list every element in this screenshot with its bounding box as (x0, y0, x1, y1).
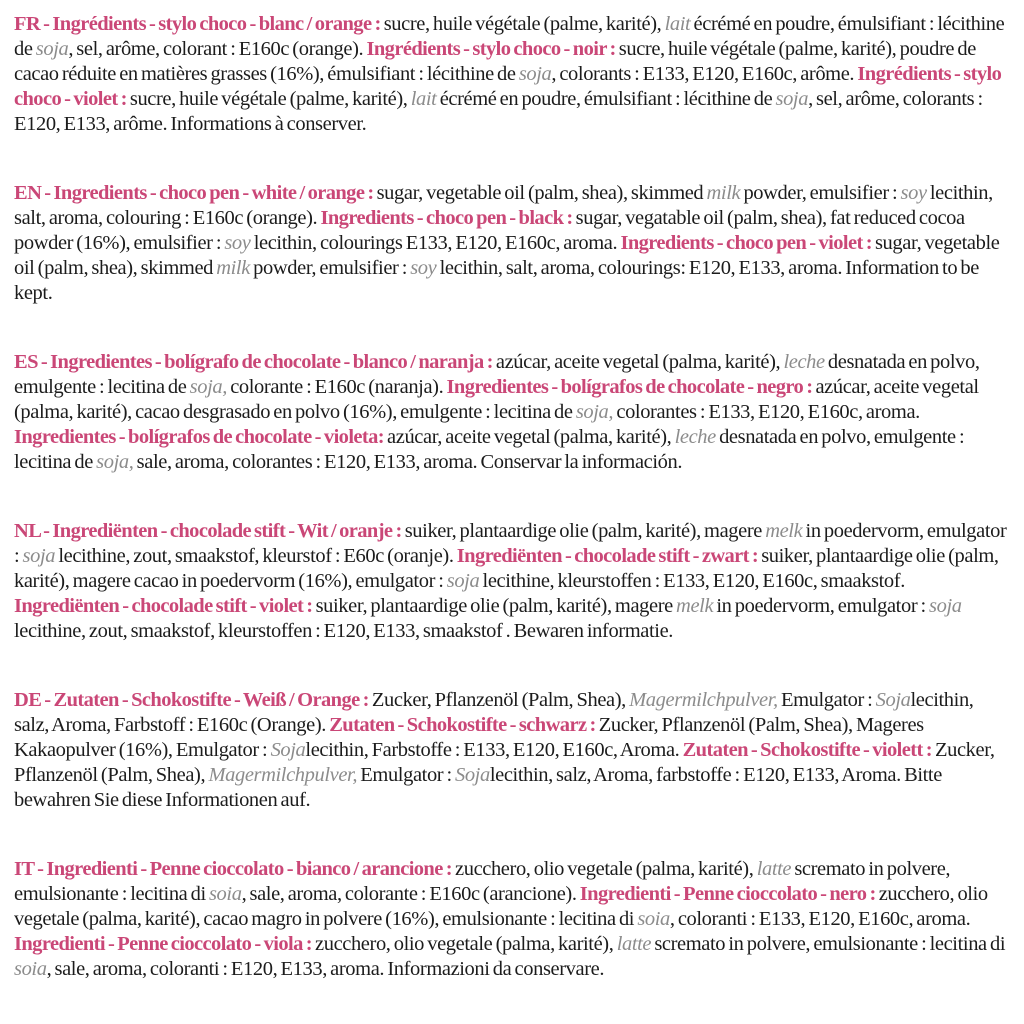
body-text: lecithin, Farbstoffe : E133, E120, E160c, Aroma. (305, 739, 683, 761)
ingredients-section-de (14, 688, 1008, 813)
allergen-emphasis: Magermilchpulver, (208, 764, 358, 786)
allergen-emphasis: lait (410, 88, 437, 110)
body-text: écrémé en poudre, émulsifiant : lécithine de (14, 13, 1005, 60)
body-text: sucre, huile végétale (palme, karité), poudre de cacao réduite en matières grasses (16%), émulsifiant : lécithine de (14, 38, 976, 85)
ingredients-section-it (14, 857, 1008, 982)
body-text: lecithin, salz, Aroma, farbstoffe : E120, E133, Aroma. Bitte bewahren Sie diese Informationen auf. (14, 764, 942, 811)
body-text: , colorants : E133, E120, E160c, arôme. (551, 63, 858, 85)
allergen-emphasis: soja (446, 570, 480, 592)
body-text: colorante : E160c (naranja). (226, 376, 447, 398)
section-heading: Ingredientes - bolígrafos de chocolate - violeta: (14, 426, 388, 448)
body-text: scremato in polvere, emulsionante : lecitina di (14, 858, 951, 905)
allergen-emphasis: soja (35, 38, 69, 60)
section-heading: Ingrédients - stylo choco - violet : (14, 63, 1002, 110)
body-text: azúcar, aceite vegetal (palma, karité), (387, 426, 675, 448)
body-text: , sale, aroma, colorante : E160c (arancione). (241, 883, 580, 905)
ingredients-section-nl (14, 519, 1008, 644)
section-heading: Ingredienti - Penne cioccolato - nero : (579, 883, 879, 905)
allergen-emphasis: milk (706, 182, 741, 204)
section-heading: Zutaten - Schokostifte - violett : (682, 739, 935, 761)
allergen-emphasis: Soja (270, 739, 306, 761)
body-text: Zucker, Pflanzenöl (Palm, Shea), (14, 739, 995, 786)
section-heading: Ingrediënten - chocolade stift - violet : (14, 595, 316, 617)
body-text: Zucker, Pflanzenöl (Palm, Shea), Mageres Kakaopulver (16%), Emulgator : (14, 714, 924, 761)
section-heading: Ingredients - choco pen - violet : (620, 232, 875, 254)
section-heading: DE - Zutaten - Schokostifte - Weiß / Orange : (14, 689, 372, 711)
section-heading: Ingredienti - Penne cioccolato - viola : (14, 933, 316, 955)
allergen-emphasis: leche (674, 426, 716, 448)
allergen-emphasis: soja (775, 88, 809, 110)
allergen-emphasis: soja, (96, 451, 134, 473)
body-text: in poedervorm, emulgator : (14, 520, 1007, 567)
section-heading: Zutaten - Schokostifte - schwarz : (329, 714, 599, 736)
body-text: Emulgator : (357, 764, 455, 786)
section-heading: Ingrédients - stylo choco - noir : (366, 38, 619, 60)
body-text: lecithine, kleurstoffen : E133, E120, E160c, smaakstof. (479, 570, 905, 592)
body-text: sucre, huile végétale (palme, karité), (129, 88, 411, 110)
body-text: scremato in polvere, emulsionante : lecitina di (651, 933, 1006, 955)
body-text: zucchero, olio vegetale (palma, karité), (315, 933, 617, 955)
allergen-emphasis: melk (765, 520, 803, 542)
body-text: lecithin, salt, aroma, colouring : E160c (orange). (14, 182, 993, 229)
body-text: zucchero, olio vegetale (palma, karité), cacao magro in polvere (16%), emulsionante : lecitina di (14, 883, 988, 930)
body-text: , sel, arôme, colorant : E160c (orange). (68, 38, 367, 60)
allergen-emphasis: soja (929, 595, 962, 617)
body-text: colorantes : E133, E120, E160c, aroma. (613, 401, 920, 423)
section-heading: ES - Ingredientes - bolígrafo de chocolate - blanco / naranja : (14, 351, 496, 373)
body-text: zucchero, olio vegetale (palma, karité), (455, 858, 757, 880)
allergen-emphasis: soia (637, 908, 670, 930)
body-text: , coloranti : E133, E120, E160c, aroma. (669, 908, 971, 930)
body-text: lecithine, zout, smaakstof, kleurstoffen : E120, E133, smaakstof . Bewaren informatie. (14, 620, 673, 642)
body-text: in poedervorm, emulgator : (713, 595, 930, 617)
body-text: suiker, plantaardige olie (palm, karité), magere cacao in poedervorm (16%), emulgator : (14, 545, 999, 592)
body-text: desnatada en polvo, emulgente : lecitina de (14, 351, 980, 398)
body-text: , sel, arôme, colorants : E120, E133, arôme. Informations à conserver. (14, 88, 983, 135)
body-text: lecithin, salz, Aroma, Farbstoff : E160c (Orange). (14, 689, 974, 736)
allergen-emphasis: soja, (189, 376, 227, 398)
allergen-emphasis: milk (216, 257, 250, 279)
allergen-emphasis: Magermilchpulver, (629, 689, 778, 711)
body-text: suiker, plantaardige olie (palm, karité), magere (404, 520, 766, 542)
body-text: sugar, vegetable oil (palm, shea), skimmed (14, 232, 1000, 279)
allergen-emphasis: soja, (575, 401, 614, 423)
body-text: Emulgator : (777, 689, 876, 711)
body-text: powder, emulsifier : (249, 257, 411, 279)
body-text: sugar, vegatable oil (palm, shea), fat reduced cocoa powder (16%), emulsifier : (14, 207, 965, 254)
section-heading: NL - Ingrediënten - chocolade stift - Wit / oranje : (14, 520, 405, 542)
allergen-emphasis: Soja (454, 764, 490, 786)
allergen-emphasis: soy (410, 257, 437, 279)
section-heading: Ingrediënten - chocolade stift - zwart : (456, 545, 762, 567)
allergen-emphasis: soia (208, 883, 242, 905)
body-text: suiker, plantaardige olie (palm, karité), magere (315, 595, 677, 617)
ingredients-section-en (14, 181, 1008, 306)
allergen-emphasis: latte (616, 933, 652, 955)
body-text: azúcar, aceite vegetal (palma, karité), cacao desgrasado en polvo (16%), emulgente : lecitina de (14, 376, 979, 423)
body-text: sugar, vegetable oil (palm, shea), skimmed (376, 182, 707, 204)
allergen-emphasis: lait (664, 13, 691, 35)
allergen-emphasis: soja (22, 545, 56, 567)
allergen-emphasis: Soja (875, 689, 911, 711)
body-text: , sale, aroma, coloranti : E120, E133, aroma. Informazioni da conservare. (46, 958, 605, 980)
body-text: Zucker, Pflanzenöl (Palm, Shea), (371, 689, 630, 711)
allergen-emphasis: soja (518, 63, 552, 85)
body-text: lecithin, salt, aroma, colourings: E120, E133, aroma. Information to be kept. (14, 257, 979, 304)
ingredients-section-fr (14, 12, 1008, 137)
allergen-emphasis: latte (756, 858, 792, 880)
allergen-emphasis: soia (14, 958, 47, 980)
body-text: sucre, huile végétale (palme, karité), (383, 13, 665, 35)
body-text: desnatada en polvo, emulgente : lecitina de (14, 426, 965, 473)
allergen-emphasis: soy (900, 182, 927, 204)
allergen-emphasis: leche (783, 351, 825, 373)
body-text: sale, aroma, colorantes : E120, E133, aroma. Conservar la información. (133, 451, 683, 473)
body-text: azúcar, aceite vegetal (palma, karité), (495, 351, 784, 373)
section-heading: EN - Ingredients - choco pen - white / orange : (14, 182, 377, 204)
body-text: lecithin, colourings E133, E120, E160c, aroma. (250, 232, 621, 254)
section-heading: IT - Ingredienti - Penne cioccolato - bianco / arancione : (14, 858, 456, 880)
body-text: écrémé en poudre, émulsifiant : lécithine de (436, 88, 776, 110)
body-text: lecithine, zout, smaakstof, kleurstof : E60c (oranje). (55, 545, 457, 567)
allergen-emphasis: soy (224, 232, 251, 254)
section-heading: Ingredientes - bolígrafos de chocolate - negro : (446, 376, 816, 398)
ingredients-section-es (14, 350, 1008, 475)
section-heading: Ingredients - choco pen - black : (320, 207, 576, 229)
allergen-emphasis: melk (676, 595, 714, 617)
section-heading: FR - Ingrédients - stylo choco - blanc / orange : (14, 13, 384, 35)
body-text: powder, emulsifier : (740, 182, 901, 204)
